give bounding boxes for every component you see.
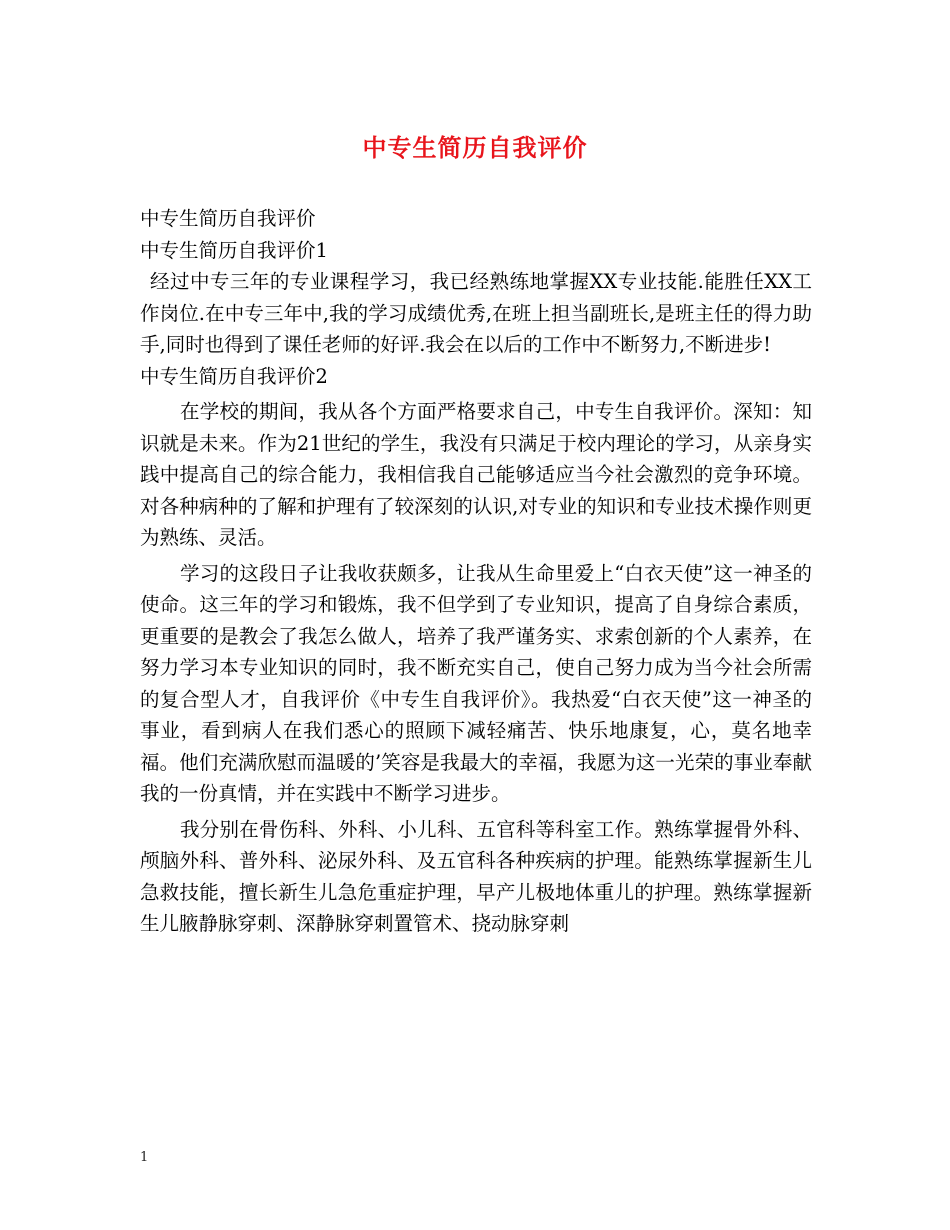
paragraph-2: 在学校的期间，我从各个方面严格要求自己，中专生自我评价。深知：知识就是未来。作为21世纪的学生，我没有只满足于校内理论的学习，从亲身实践中提高自己的综合能力，我相信我自己能够适应当今社会激烈的竞争环境。对各种病种的了解和护理有了较深刻的认识,对专业的知识和专业技术操作则更为熟练、灵活。 bbox=[140, 400, 812, 549]
page-title: 中专生简历自我评价 bbox=[362, 133, 588, 162]
section-heading-2: 中专生简历自我评价2 bbox=[140, 364, 328, 388]
paragraph-4: 我分别在骨伤科、外科、小儿科、五官科等科室工作。熟练掌握骨外科、颅脑外科、普外科、泌尿外科、及五官科各种疾病的护理。能熟练掌握新生儿急救技能，擅长新生儿急危重症护理，早产儿极地体重儿的护理。熟练掌握新生儿腋静脉穿刺、深静脉穿刺置管术、挠动脉穿刺 bbox=[140, 817, 812, 935]
heading-main: 中专生简历自我评价 bbox=[140, 207, 316, 230]
page-number: 1 bbox=[140, 1150, 149, 1165]
paragraph-3: 学习的这段日子让我收获颇多，让我从生命里爱上“白衣天使”这一神圣的使命。这三年的学习和锻炼，我不但学到了专业知识，提高了自身综合素质，更重要的是教会了我怎么做人，培养了我严谨务实、求索创新的个人素养，在努力学习本专业知识的同时，我不断充实自己，使自己努力成为当今社会所需的复合型人才，自我评价《中专生自我评价》。我热爱“白衣天使”这一神圣的事业，看到病人在我们悉心的照顾下减轻痛苦、快乐地康复，心，莫名地幸福。他们充满欣慰而温暖的’笑容是我最大的幸福，我愿为这一光荣的事业奉献我的一份真情，并在实践中不断学习进步。 bbox=[140, 561, 812, 805]
document-body bbox=[140, 203, 812, 940]
paragraph-1: 经过中专三年的专业课程学习，我已经熟练地掌握XX专业技能.能胜任XX工作岗位.在中专三年中,我的学习成绩优秀,在班上担当副班长,是班主任的得力助手,同时也得到了课任老师的好评.我会在以后的工作中不断努力,不断进步! bbox=[140, 270, 812, 356]
section-heading-1: 中专生简历自我评价1 bbox=[140, 238, 328, 262]
